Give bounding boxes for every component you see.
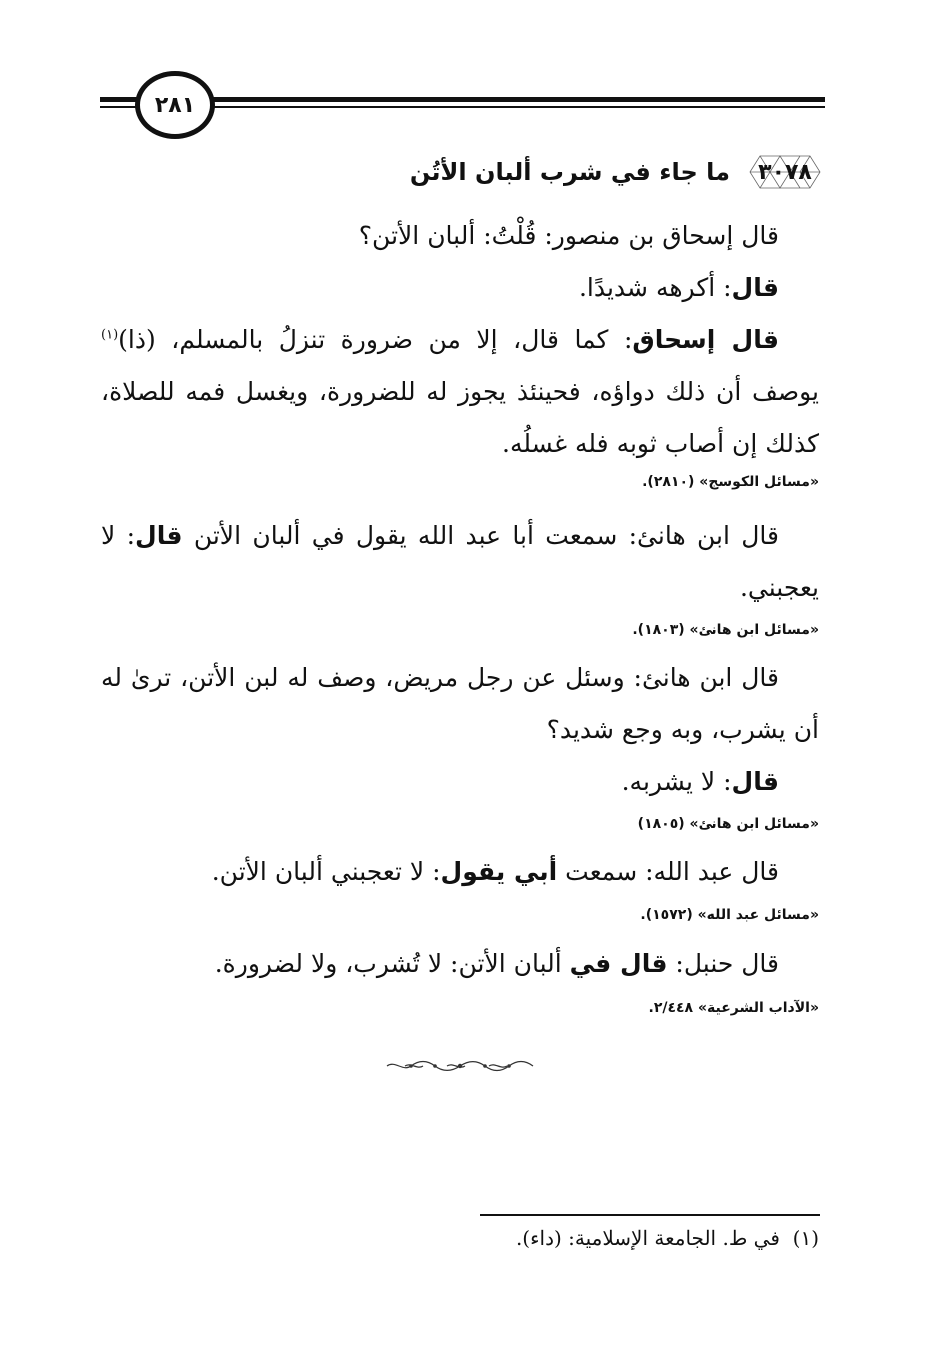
paragraph-1 <box>101 210 819 470</box>
p1-ishaq-text-a: : كما قال، إلا من ضرورة تنزلُ بالمسلم، (ذا) <box>118 325 633 354</box>
p3-question: قال ابن هانئ: وسئل عن رجل مريض، وصف له لبن الأتن، ترىٰ له أن يشرب، وبه وجع شديد؟ <box>101 663 819 744</box>
qal-label: قال <box>135 521 183 550</box>
p1-line-3 <box>101 314 819 470</box>
source-citation-2: «مسائل ابن هانئ» (١٨٠٣). <box>632 622 819 638</box>
qal-ishaq-label: قال إسحاق <box>632 325 780 354</box>
source-citation-4: «مسائل عبد الله» (١٥٧٢). <box>640 907 819 923</box>
p1-ishaq-text-b: يوصف أن ذلك دواؤه، فحينئذ يجوز له للضرورة، ويغسل فمه للصلاة، كذلك إن أصاب ثوبه فله غسلُه. <box>101 377 819 458</box>
paragraph-4 <box>101 846 819 898</box>
chapter-title: ما جاء في شرب ألبان الأتُن <box>409 158 730 186</box>
chapter-heading <box>104 152 824 192</box>
p1-line-2 <box>101 262 819 314</box>
footnote <box>101 1226 819 1250</box>
footnote-ref: (١) <box>101 327 119 343</box>
footnote-rule <box>480 1214 820 1216</box>
header-rule <box>205 97 825 102</box>
p5-bold: قال في <box>569 949 668 978</box>
header-rule-left <box>100 97 140 102</box>
header-rule-left-thin <box>100 106 140 108</box>
source-citation-3: «مسائل ابن هانئ» (١٨٠٥) <box>637 816 819 832</box>
divider-ornament-icon <box>385 1058 535 1074</box>
p4-text-a: قال عبد الله: سمعت <box>557 857 779 886</box>
chapter-number: ٣٠٧٨ <box>758 159 812 185</box>
paragraph-2 <box>101 510 819 614</box>
p2-text-b: : لا يعجبني. <box>101 521 819 602</box>
footnote-text: في ط. الجامعة الإسلامية: (داء). <box>515 1226 780 1250</box>
p3-answer: : لا يشربه. <box>621 767 732 796</box>
source-citation-5: «الآداب الشرعية» ٢/٤٤٨. <box>648 1000 819 1016</box>
p5-text-a: قال حنبل: <box>667 949 779 978</box>
p1-answer: : أكرهه شديدًا. <box>578 273 732 302</box>
p5-text-b: ألبان الأتن: لا تُشرب، ولا لضرورة. <box>214 949 570 978</box>
paragraph-3 <box>101 652 819 808</box>
paragraph-5 <box>101 938 819 990</box>
page-number: ٢٨١ <box>135 71 215 139</box>
qal-label: قال <box>731 767 779 796</box>
header-rule-thin <box>205 106 825 108</box>
p4-bold: أبي يقول <box>440 857 558 886</box>
source-citation-1: «مسائل الكوسج» (٢٨١٠). <box>642 474 819 490</box>
footnote-marker: (١) <box>792 1226 819 1250</box>
qal-label: قال <box>731 273 779 302</box>
p2-text-a: قال ابن هانئ: سمعت أبا عبد الله يقول في ألبان الأتن <box>182 521 779 550</box>
p4-text-b: : لا تعجبني ألبان الأتن. <box>211 857 441 886</box>
chapter-number-badge <box>746 152 824 192</box>
p3-answer-line <box>101 756 819 808</box>
p1-line-1: قال إسحاق بن منصور: قُلْتُ: ألبان الأتن؟ <box>358 221 779 250</box>
